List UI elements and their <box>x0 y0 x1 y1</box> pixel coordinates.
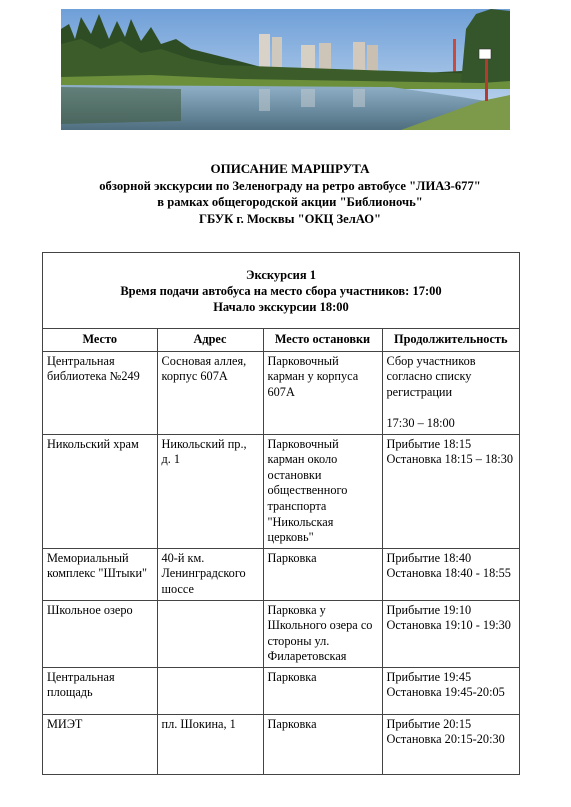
column-header-duration: Продолжительность <box>382 329 519 351</box>
cell-stop: Парковка <box>263 667 382 714</box>
excursion-start: Начало экскурсии 18:00 <box>213 300 349 314</box>
header-photo <box>61 9 510 130</box>
cell-address: 40-й км. Ленинградского шоссе <box>157 548 263 600</box>
cell-stop: Парковочный карман у корпуса 607А <box>263 351 382 434</box>
duration-line: Остановка 18:15 – 18:30 <box>386 452 513 467</box>
table-row <box>43 714 519 774</box>
duration-line: Остановка 19:10 - 19:30 <box>386 618 511 633</box>
document-subtitle-3: ГБУК г. Москвы "ОКЦ ЗелАО" <box>198 211 382 226</box>
cell-place: Центральная площадь <box>43 667 157 714</box>
cell-stop: Парковка <box>263 548 382 600</box>
cell-duration <box>382 351 519 434</box>
cell-place: Никольский храм <box>43 434 157 548</box>
cell-address: пл. Шокина, 1 <box>157 714 263 774</box>
duration-line: Остановка 19:45-20:05 <box>386 685 505 700</box>
document-subtitle-2: в рамках общегородской акции "Библионочь" <box>157 195 423 209</box>
schedule-table <box>43 329 519 774</box>
excursion-heading: Экскурсия 1 <box>245 268 317 282</box>
route-table <box>42 252 520 775</box>
duration-spacer <box>387 400 516 416</box>
duration-line: Прибытие 20:15 <box>386 716 472 731</box>
cell-address: Никольский пр., д. 1 <box>157 434 263 548</box>
document-subtitle-1: обзорной экскурсии по Зеленограду на ретро автобусе "ЛИАЗ-677" <box>99 178 481 193</box>
document-title: ОПИСАНИЕ МАРШРУТА <box>210 161 370 176</box>
table-row <box>43 548 519 600</box>
cell-place: Школьное озеро <box>43 600 157 667</box>
cell-stop: Парковка <box>263 714 382 774</box>
document-title-block <box>40 161 540 227</box>
cell-stop: Парковка у Школьного озера со стороны ул. Филаретовская <box>263 600 382 667</box>
column-header-place: Место <box>43 329 157 351</box>
table-row <box>43 600 519 667</box>
table-header-row <box>43 329 519 351</box>
table-row <box>43 351 519 434</box>
duration-line: Прибытие 18:15 <box>386 436 472 451</box>
duration-line: 17:30 – 18:00 <box>386 415 455 430</box>
duration-line: Остановка 20:15-20:30 <box>386 732 505 747</box>
cell-place: Мемориальный комплекс "Штыки" <box>43 548 157 600</box>
cell-place: Центральная библиотека №249 <box>43 351 157 434</box>
duration-line: Остановка 18:40 - 18:55 <box>386 566 511 581</box>
column-header-stop: Место остановки <box>263 329 382 351</box>
excursion-banner <box>43 253 519 329</box>
cell-duration <box>382 667 519 714</box>
cell-duration <box>382 714 519 774</box>
cell-stop: Парковочный карман около остановки общественного транспорта "Никольская церковь" <box>263 434 382 548</box>
cell-address: Сосновая аллея, корпус 607А <box>157 351 263 434</box>
cell-place: МИЭТ <box>43 714 157 774</box>
duration-line: Сбор участников согласно списку регистрации <box>386 353 476 399</box>
cell-duration <box>382 434 519 548</box>
table-row <box>43 667 519 714</box>
cell-address <box>157 667 263 714</box>
duration-line: Прибытие 19:10 <box>386 602 472 617</box>
table-row <box>43 434 519 548</box>
column-header-address: Адрес <box>157 329 263 351</box>
cell-duration <box>382 600 519 667</box>
cell-address <box>157 600 263 667</box>
bus-time: Время подачи автобуса на место сбора участников: 17:00 <box>120 284 442 298</box>
duration-line: Прибытие 18:40 <box>386 550 472 565</box>
duration-line: Прибытие 19:45 <box>386 669 472 684</box>
cell-duration <box>382 548 519 600</box>
